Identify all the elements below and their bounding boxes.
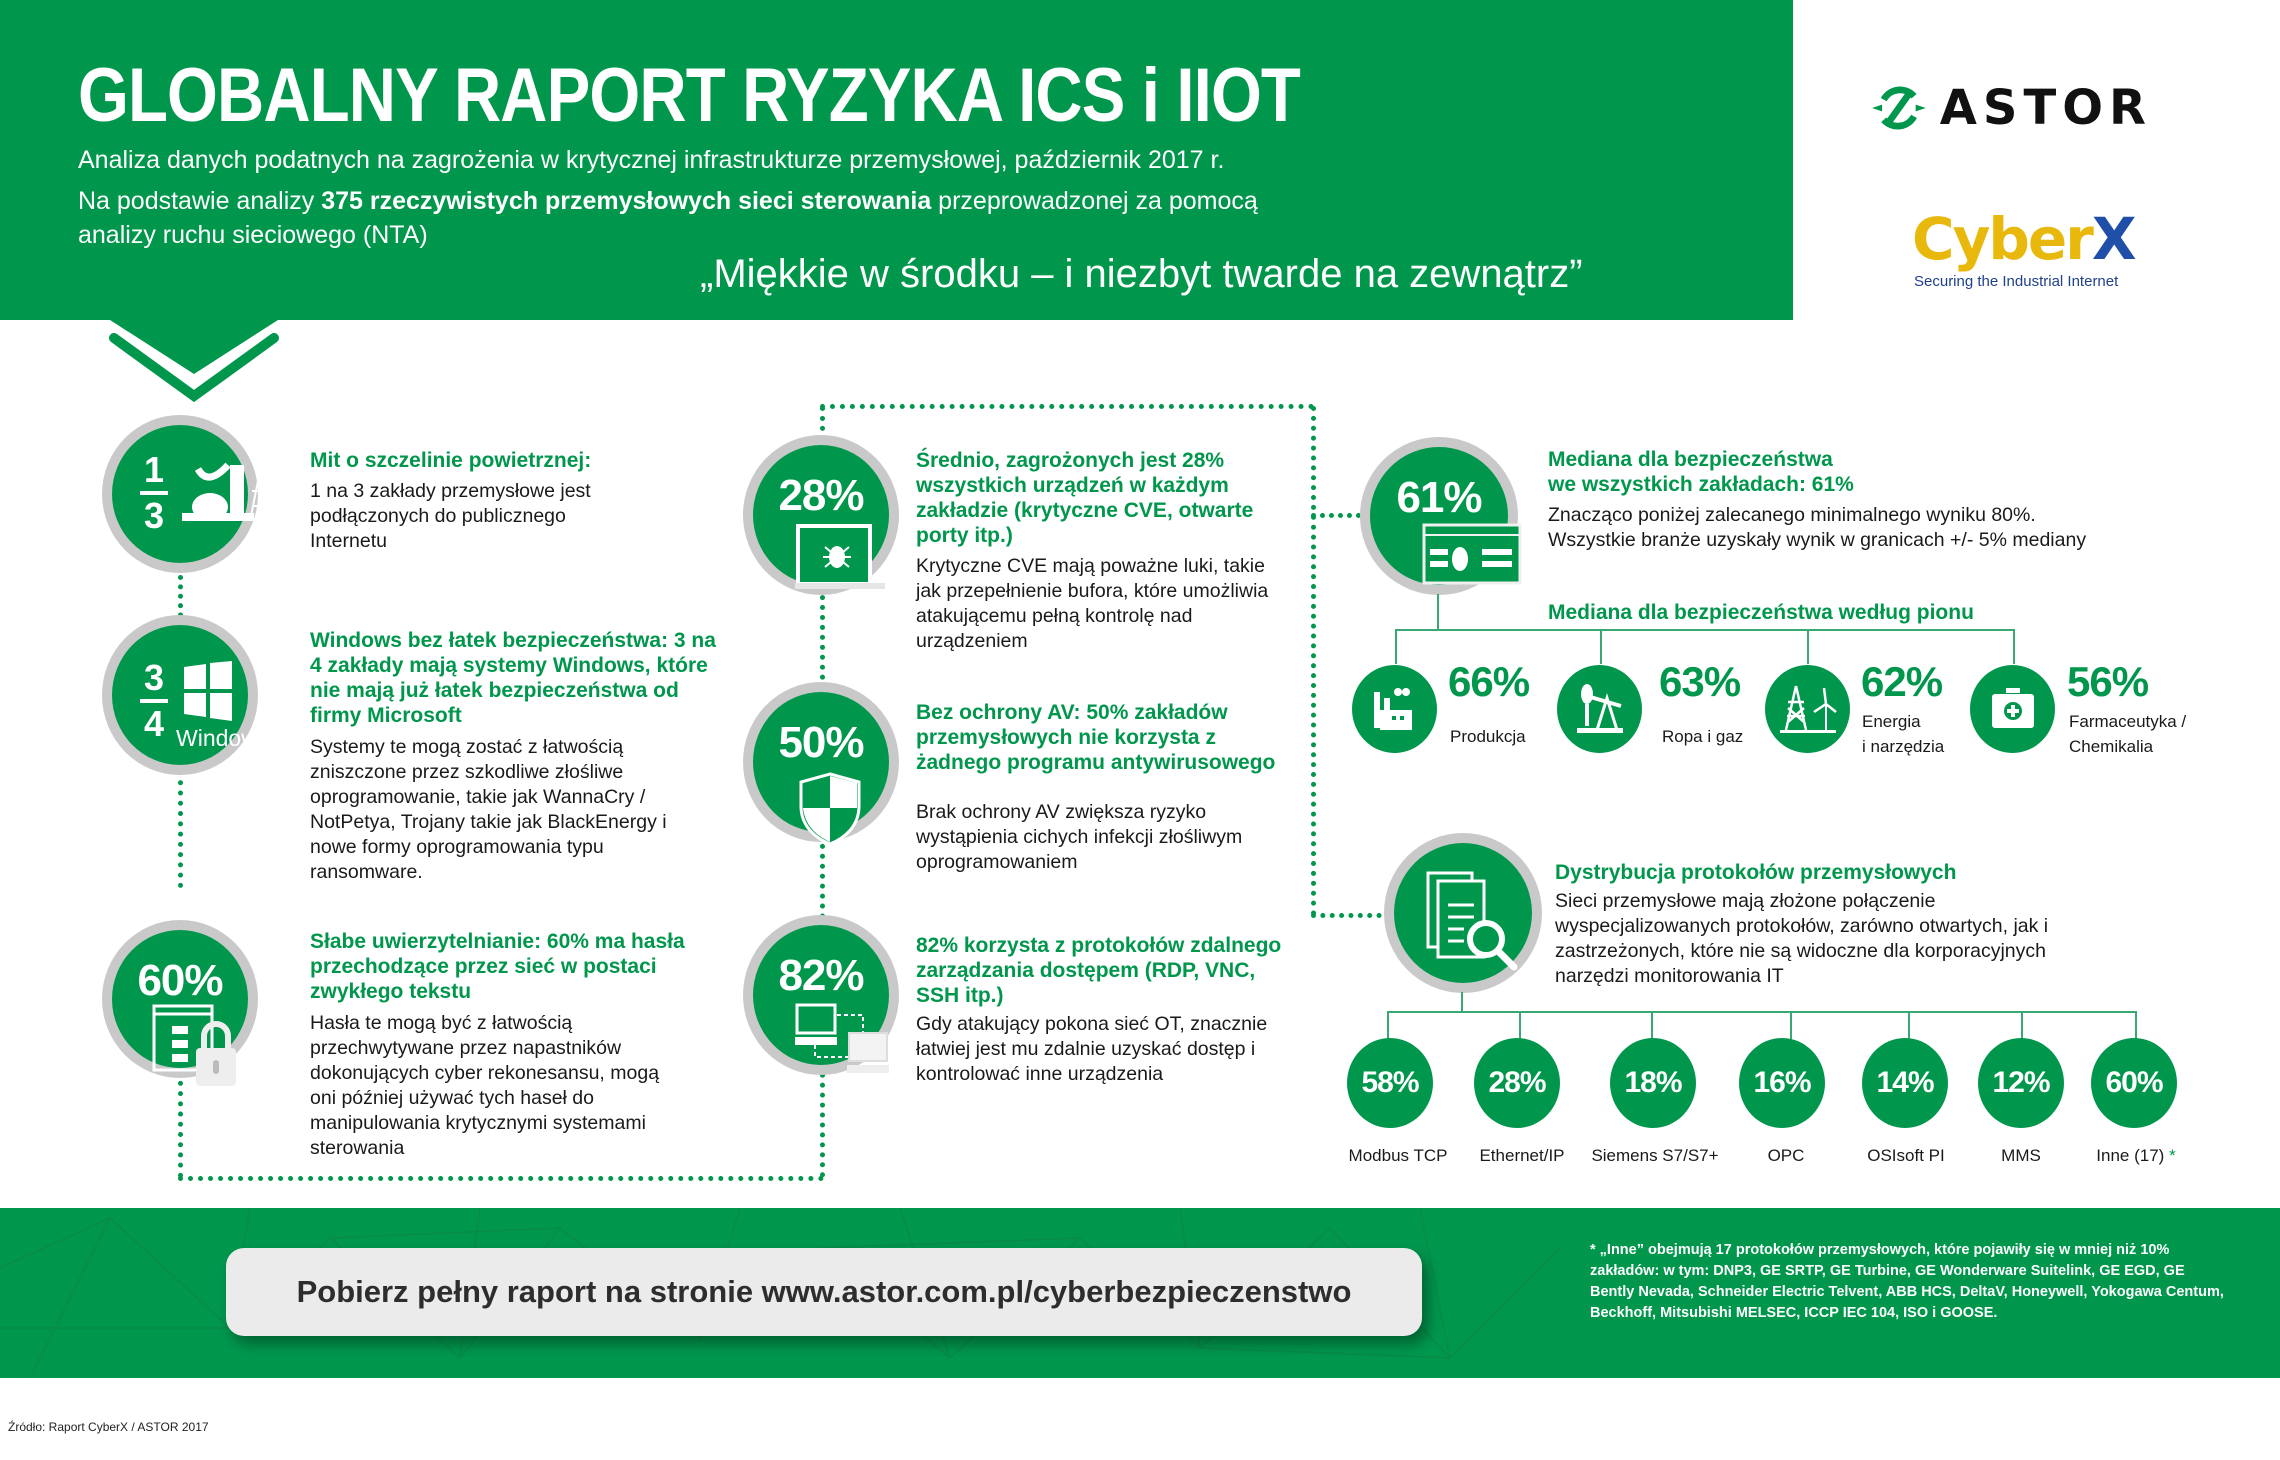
remote-desktop-icon bbox=[793, 1003, 893, 1079]
protocol-value: 12% bbox=[1978, 1038, 2064, 1128]
windows-icon bbox=[184, 661, 234, 721]
protocol-label: Ethernet/IP bbox=[1479, 1146, 1565, 1165]
vertical-label bbox=[2069, 709, 2186, 759]
tree-line bbox=[1395, 629, 2014, 631]
weak-auth-heading: Słabe uwierzytelnianie: 60% ma hasła przechodzące przez sieć w postaci zwykłego tekstu bbox=[310, 930, 685, 1003]
vertical-label-line1: Farmaceutyka / bbox=[2069, 712, 2187, 731]
vertical-label: Produkcja bbox=[1450, 727, 1526, 746]
connector-dots bbox=[820, 404, 1314, 409]
protocols-body: Sieci przemysłowe mają złożone połączenie wyspecjalizowanych protokołów, zarówno otwartych, jak i zastrzeżonych, które nie są widoczne dla korporacyjnych narzędzi monitorowania IT bbox=[1555, 890, 2049, 987]
weak-auth-badge bbox=[102, 920, 258, 1078]
vertical-label bbox=[1862, 709, 1944, 759]
fraction-denominator: 4 bbox=[143, 703, 165, 744]
source-credit: Źródło: Raport CyberX / ASTOR 2017 bbox=[8, 1420, 209, 1434]
protocol-label-text: Inne (17) bbox=[2096, 1146, 2165, 1165]
subtitle-basis-bold: 375 rzeczywistych przemysłowych sieci sterowania bbox=[321, 187, 932, 215]
cyberx-tagline: Securing the Industrial Internet bbox=[1914, 273, 2119, 290]
air-gap-badge bbox=[102, 415, 258, 573]
remote-access-percent: 82% bbox=[778, 951, 864, 1000]
protocol-value: 14% bbox=[1862, 1038, 1948, 1128]
connector-dots bbox=[1311, 913, 1391, 918]
protocol-value: 16% bbox=[1739, 1038, 1825, 1128]
connector-dots bbox=[178, 770, 183, 888]
protocol-value: 28% bbox=[1474, 1038, 1560, 1128]
subtitle-basis bbox=[78, 184, 1338, 252]
security-median-body bbox=[1548, 503, 2086, 553]
cyberx-wordmark bbox=[1912, 205, 2135, 273]
login-lock-icon bbox=[152, 1004, 248, 1090]
security-median-body-line1: Znacząco poniżej zalecanego minimalnego wyniku 80%. bbox=[1548, 504, 2036, 526]
weak-auth-body: Hasła te mogą być z łatwością przechwytywane przez napastników dokonujących cyber rekonesansu, mogą oni później używać tych haseł do manipulowania krytycznymi systemami sterowania bbox=[310, 1012, 660, 1159]
air-gap-body: 1 na 3 zakłady przemysłowe jest podłączonych do publicznego Internetu bbox=[310, 480, 591, 552]
browser-bug-icon bbox=[1422, 523, 1522, 585]
tree-line bbox=[1387, 1011, 2137, 1013]
fraction-1-3 bbox=[140, 451, 168, 535]
security-median-heading-line2: we wszystkich zakładach: 61% bbox=[1548, 473, 1854, 496]
connector-dots bbox=[1311, 406, 1316, 916]
security-median-body-line2: Wszystkie branże uzyskały wynik w granicach +/- 5% mediany bbox=[1548, 529, 2087, 551]
footnote-asterisk: * bbox=[2169, 1146, 2176, 1165]
security-median-badge bbox=[1360, 437, 1518, 595]
vertical-label-line1: Energia bbox=[1862, 712, 1921, 731]
page-title: GLOBALNY RAPORT RYZYKA ICS i IIOT bbox=[78, 53, 1300, 138]
remote-access-badge bbox=[743, 915, 899, 1075]
vulnerable-devices-heading: Średnio, zagrożonych jest 28% wszystkich urządzeń w każdym zakładzie (krytyczne CVE, otwarte porty itp.) bbox=[916, 449, 1254, 547]
protocols-heading: Dystrybucja protokołów przemysłowych bbox=[1555, 861, 1957, 884]
vertical-value: 63% bbox=[1659, 658, 1741, 705]
download-report-link[interactable] bbox=[226, 1248, 1422, 1336]
protocols-badge bbox=[1384, 833, 1542, 993]
air-gap-heading: Mit o szczelinie powietrznej: bbox=[310, 449, 592, 472]
download-report-text[interactable]: Pobierz pełny raport na stronie www.astor.com.pl/cyberbezpieczenstwo bbox=[296, 1274, 1352, 1309]
windows-label: Windows bbox=[176, 725, 270, 751]
vertical-label: Ropa i gaz bbox=[1662, 727, 1744, 746]
astor-logo bbox=[1872, 78, 2152, 138]
astor-emblem-icon bbox=[1872, 78, 1926, 138]
protocol-label: MMS bbox=[2001, 1146, 2041, 1165]
astor-wordmark: ASTOR bbox=[1939, 80, 2152, 136]
vulnerable-devices-badge bbox=[743, 435, 899, 595]
protocol-label: Modbus TCP bbox=[1348, 1146, 1448, 1165]
fraction-numerator: 1 bbox=[143, 449, 165, 490]
vertical-value: 62% bbox=[1861, 658, 1943, 705]
windows-badge bbox=[102, 615, 270, 775]
chevron-down-icon bbox=[100, 318, 290, 408]
no-av-percent: 50% bbox=[778, 718, 864, 767]
cyberx-word: Cyber bbox=[1912, 205, 2092, 273]
factory-icon bbox=[178, 451, 288, 531]
tree-line bbox=[1437, 594, 1439, 631]
connector-dots bbox=[1311, 513, 1361, 518]
subtitle-basis-suffix: przeprowadzonej za pomocą analizy ruchu sieciowego (NTA) bbox=[78, 187, 1258, 249]
windows-body: Systemy te mogą zostać z łatwością zniszczone przez szkodliwe złośliwe oprogramowanie, takie jak WannaCry / NotPetya, Trojany takie jak BlackEnergy i nowe formy oprogramowania typu ransomware. bbox=[310, 736, 667, 883]
document-search-icon bbox=[1424, 869, 1534, 979]
protocol-label bbox=[2056, 1146, 2216, 1166]
vulnerable-devices-percent: 28% bbox=[778, 471, 864, 520]
cyberx-logo bbox=[1912, 205, 2135, 290]
vertical-value: 66% bbox=[1448, 658, 1530, 705]
oil-pump-icon bbox=[1557, 665, 1642, 753]
windows-heading: Windows bez łatek bezpieczeństwa: 3 na 4 zakłady mają systemy Windows, które nie mają już łatek bezpieczeństwa od firmy Microsoft bbox=[310, 629, 716, 727]
no-av-badge bbox=[743, 682, 899, 842]
remote-access-heading: 82% korzysta z protokołów zdalnego zarządzania dostępem (RDP, VNC, SSH itp.) bbox=[916, 934, 1282, 1007]
fraction-denominator: 3 bbox=[143, 495, 165, 536]
protocol-label: OPC bbox=[1767, 1146, 1805, 1165]
vertical-label-line2: Chemikalia bbox=[2069, 737, 2154, 756]
header-quote: „Miękkie w środku – i niezbyt twarde na zewnątrz” bbox=[700, 252, 1583, 296]
protocol-value: 60% bbox=[2091, 1038, 2177, 1128]
protocol-value: 58% bbox=[1347, 1038, 1433, 1128]
vertical-median-title: Mediana dla bezpieczeństwa według pionu bbox=[1548, 601, 1974, 624]
security-median-percent: 61% bbox=[1396, 473, 1482, 522]
vertical-label-line2: i narzędzia bbox=[1862, 737, 1945, 756]
subtitle-basis-prefix: Na podstawie analizy bbox=[78, 187, 322, 215]
protocols-footnote: * „Inne” obejmują 17 protokołów przemysłowych, które pojawiły się w mniej niż 10% zakładów: w tym: DNP3, GE SRTP, GE Turbine, GE Wonderware Suitelink, GE EGD, GE Bently Nevada, Schneider Electric Telvent, ABB HCS, DeltaV, Honeywell, Yokogawa Centum, Beckhoff, Mitsubishi MELSEC, ICCP IEC 104, ISO i GOOSE. bbox=[1590, 1242, 2224, 1321]
medical-kit-icon bbox=[1970, 665, 2055, 753]
tree-line bbox=[1461, 992, 1463, 1013]
shield-icon bbox=[799, 772, 861, 846]
tree-line bbox=[1395, 629, 1397, 664]
weak-auth-percent: 60% bbox=[137, 956, 223, 1005]
cyberx-x-mark: X bbox=[2091, 205, 2135, 273]
protocol-label: OSIsoft PI bbox=[1867, 1146, 1945, 1165]
connector-dots bbox=[178, 1176, 824, 1181]
remote-access-body: Gdy atakujący pokona sieć OT, znacznie łatwiej jest mu zdalnie uzyskać dostęp i kontrolować inne urządzenia bbox=[916, 1013, 1268, 1085]
fraction-3-4 bbox=[140, 659, 168, 743]
no-av-heading: Bez ochrony AV: 50% zakładów przemysłowych nie korzysta z żadnego programu antywirusowego bbox=[916, 701, 1276, 774]
subtitle-analysis: Analiza danych podatnych na zagrożenia w krytycznej infrastrukturze przemysłowej, październik 2017 r. bbox=[78, 146, 1225, 174]
security-median-heading bbox=[1548, 447, 1854, 497]
factory-icon bbox=[1352, 665, 1437, 753]
power-tower-icon bbox=[1765, 665, 1850, 753]
vertical-value: 56% bbox=[2067, 658, 2149, 705]
laptop-bug-icon bbox=[795, 523, 885, 589]
protocol-label: Siemens S7/S7+ bbox=[1591, 1146, 1719, 1165]
vulnerable-devices-body: Krytyczne CVE mają poważne luki, takie jak przepełnienie bufora, które umożliwia atakującemu pełną kontrolę nad urządzeniem bbox=[916, 555, 1269, 652]
no-av-body: Brak ochrony AV zwiększa ryzyko wystąpienia cichych infekcji złośliwym oprogramowaniem bbox=[916, 801, 1243, 873]
tree-line bbox=[2013, 629, 2015, 664]
fraction-numerator: 3 bbox=[143, 657, 165, 698]
tree-line bbox=[1807, 629, 1809, 664]
protocol-value: 18% bbox=[1610, 1038, 1696, 1128]
tree-line bbox=[1600, 629, 1602, 664]
security-median-heading-line1: Mediana dla bezpieczeństwa bbox=[1548, 448, 1833, 471]
